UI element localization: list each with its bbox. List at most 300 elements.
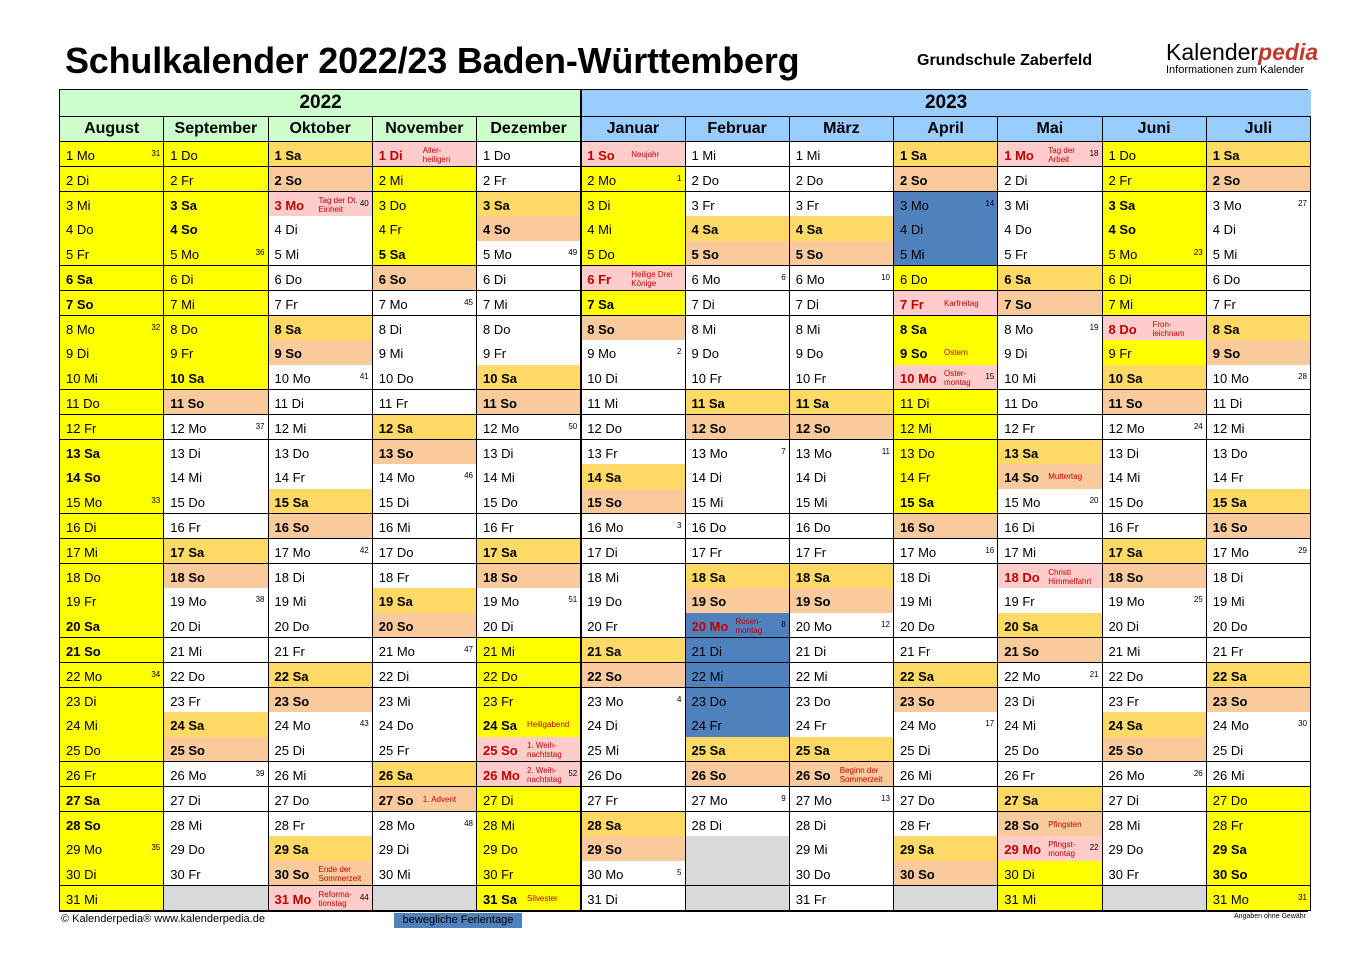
- day-cell: [998, 663, 1102, 688]
- holiday-label: Christi Himmelfahrt: [1048, 567, 1092, 586]
- day-label: 19 Sa: [378, 594, 413, 610]
- day-cell: [164, 638, 268, 663]
- day-cell: [373, 638, 477, 663]
- week-number: 47: [464, 645, 473, 654]
- day-cell: [581, 464, 685, 489]
- day-cell: [60, 291, 164, 316]
- school-name: Grundschule Zaberfeld: [917, 52, 1093, 69]
- week-number: 22: [1089, 843, 1099, 853]
- day-cell: [686, 514, 790, 539]
- day-label: 31 Fr: [795, 892, 827, 907]
- day-cell: [373, 861, 477, 886]
- week-number: 23: [1193, 248, 1203, 258]
- year-header-2022: 2022: [60, 90, 581, 117]
- day-label: 8 So: [587, 321, 615, 337]
- day-cell: [269, 588, 373, 613]
- day-label: 15 Mi: [795, 495, 828, 511]
- day-label: 15 Sa: [900, 495, 934, 511]
- day-label: 25 Di: [274, 743, 305, 759]
- day-label: 12 So: [795, 420, 831, 436]
- day-label: 26 So: [691, 768, 727, 783]
- day-cell: [686, 564, 790, 589]
- day-label: 12 Mi: [274, 420, 307, 436]
- day-cell: [60, 787, 164, 812]
- day-cell: [894, 241, 998, 266]
- day-label: 9 So: [900, 346, 928, 362]
- day-cell: [164, 390, 268, 415]
- day-cell: [477, 613, 581, 638]
- day-cell: [1103, 316, 1207, 341]
- day-cell: [998, 241, 1102, 266]
- day-label: 7 Fr: [900, 296, 924, 312]
- day-label: 23 So: [274, 693, 310, 709]
- day-label: 4 Do: [1004, 222, 1032, 238]
- day-cell: [373, 762, 477, 787]
- day-label: 24 Mo: [900, 718, 937, 734]
- day-label: 26 Fr: [1004, 768, 1035, 783]
- day-label: 16 Fr: [483, 520, 514, 535]
- week-number: 26: [1193, 769, 1203, 778]
- day-label: 4 Sa: [691, 222, 719, 238]
- day-cell: [164, 539, 268, 564]
- copyright-text: © Kalenderpedia® www.kalenderpedia.de: [61, 913, 265, 925]
- logo-wordmark: [1166, 40, 1318, 64]
- day-label: 1 Di: [378, 148, 403, 163]
- week-number: 19: [1089, 322, 1099, 332]
- day-label: 22 Do: [170, 668, 205, 684]
- day-label: 25 Di: [900, 743, 931, 759]
- day-label: 21 Mi: [1108, 644, 1141, 659]
- day-cell: [1103, 712, 1207, 737]
- day-label: 3 Mi: [1004, 197, 1029, 213]
- day-label: 11 Di: [900, 396, 930, 411]
- day-cell: [790, 440, 894, 465]
- empty-day-cell: [1103, 886, 1207, 911]
- day-cell: [60, 688, 164, 713]
- day-cell: [790, 688, 894, 713]
- day-label: 28 So: [1004, 817, 1039, 833]
- day-cell: [1207, 142, 1311, 167]
- day-label: 30 Mi: [378, 867, 411, 883]
- day-label: 16 Do: [795, 520, 831, 535]
- day-label: 20 Mo: [691, 619, 729, 635]
- day-label: 10 Fr: [691, 371, 722, 387]
- day-label: 30 Di: [66, 867, 97, 883]
- day-label: 29 So: [587, 842, 622, 858]
- day-label: 4 Di: [900, 222, 924, 238]
- month-header-mai: Mai: [998, 117, 1102, 142]
- day-cell: [164, 340, 268, 365]
- day-label: 21 Mi: [483, 644, 515, 659]
- day-label: 26 So: [795, 768, 831, 783]
- day-label: 4 Di: [1212, 222, 1236, 238]
- day-cell: [581, 266, 685, 291]
- week-number: 31: [151, 149, 161, 158]
- day-cell: [269, 340, 373, 365]
- day-label: 28 Di: [691, 817, 722, 833]
- day-cell: [686, 142, 790, 167]
- day-cell: [790, 514, 894, 539]
- holiday-label: Heiligabend: [527, 720, 570, 730]
- day-cell: [686, 638, 790, 663]
- day-label: 28 Mi: [483, 817, 515, 833]
- day-cell: [60, 192, 164, 217]
- day-cell: [1207, 539, 1311, 564]
- day-cell: [581, 514, 685, 539]
- day-label: 7 Sa: [587, 296, 614, 312]
- day-cell: [1207, 836, 1311, 861]
- month-header-märz: März: [790, 117, 894, 142]
- day-cell: [164, 142, 268, 167]
- day-cell: [164, 167, 268, 192]
- day-cell: [1103, 241, 1207, 266]
- day-label: 21 Di: [795, 644, 827, 659]
- day-label: 24 Mi: [1004, 718, 1037, 734]
- week-number: 18: [1089, 149, 1099, 158]
- day-label: 23 Fr: [1108, 693, 1139, 709]
- day-cell: [60, 737, 164, 762]
- day-label: 25 Do: [66, 743, 101, 759]
- day-cell: [60, 663, 164, 688]
- day-cell: [1207, 192, 1311, 217]
- day-label: 3 Fr: [795, 197, 819, 213]
- day-cell: [477, 266, 581, 291]
- day-cell: [269, 886, 373, 911]
- day-label: 9 Di: [66, 346, 90, 362]
- day-cell: [269, 737, 373, 762]
- day-cell: [894, 464, 998, 489]
- day-label: 14 Fr: [274, 470, 305, 486]
- day-label: 28 Fr: [900, 817, 931, 833]
- day-cell: [60, 365, 164, 390]
- day-label: 27 Mo: [795, 792, 832, 808]
- holiday-label: 2. Weih- nachtstag: [527, 766, 562, 784]
- month-header-juni: Juni: [1103, 117, 1207, 142]
- day-cell: [269, 440, 373, 465]
- day-label: 23 Di: [66, 693, 97, 709]
- day-cell: [1207, 167, 1311, 192]
- day-cell: [1103, 514, 1207, 539]
- day-label: 12 Sa: [378, 420, 413, 436]
- day-label: 29 Mi: [795, 842, 828, 858]
- month-header-november: November: [373, 117, 477, 142]
- day-cell: [894, 613, 998, 638]
- day-cell: [60, 241, 164, 266]
- day-cell: [790, 787, 894, 812]
- day-label: 27 Do: [274, 792, 310, 808]
- day-label: 6 Fr: [587, 272, 612, 287]
- day-cell: [998, 712, 1102, 737]
- day-label: 21 Mo: [378, 644, 415, 659]
- day-label: 16 Di: [1004, 520, 1035, 535]
- day-cell: [1103, 167, 1207, 192]
- day-cell: [998, 142, 1102, 167]
- day-cell: [998, 588, 1102, 613]
- day-cell: [894, 861, 998, 886]
- day-cell: [790, 812, 894, 837]
- day-label: 8 Sa: [900, 321, 927, 337]
- day-label: 15 Mo: [1004, 495, 1041, 511]
- day-cell: [269, 514, 373, 539]
- day-label: 9 Fr: [170, 346, 194, 362]
- day-label: 2 So: [900, 172, 928, 188]
- day-label: 17 Fr: [795, 544, 827, 560]
- day-cell: [60, 836, 164, 861]
- day-cell: [477, 638, 581, 663]
- day-label: 30 So: [1212, 867, 1248, 883]
- day-label: 20 Di: [170, 619, 201, 635]
- day-cell: [373, 613, 477, 638]
- day-label: 27 Fr: [587, 792, 618, 808]
- day-label: 25 Di: [1212, 743, 1244, 759]
- day-cell: [790, 464, 894, 489]
- day-cell: [164, 787, 268, 812]
- day-cell: [686, 812, 790, 837]
- day-label: 5 So: [795, 247, 824, 263]
- day-cell: [790, 316, 894, 341]
- day-cell: [790, 266, 894, 291]
- day-cell: [164, 588, 268, 613]
- day-label: 18 So: [170, 569, 205, 585]
- day-label: 25 Sa: [691, 743, 726, 759]
- week-number: 51: [568, 595, 578, 605]
- day-cell: [1207, 886, 1311, 911]
- day-cell: [60, 638, 164, 663]
- day-label: 14 Di: [691, 470, 722, 486]
- empty-day-cell: [686, 886, 790, 911]
- day-cell: [477, 861, 581, 886]
- day-cell: [1207, 440, 1311, 465]
- week-number: 45: [464, 297, 473, 307]
- week-number: 21: [1089, 669, 1099, 679]
- day-cell: [269, 688, 373, 713]
- day-label: 10 Fr: [795, 371, 827, 387]
- day-cell: [1103, 266, 1207, 291]
- day-label: 6 Do: [900, 272, 928, 287]
- day-cell: [998, 489, 1102, 514]
- week-number: 6: [781, 273, 786, 282]
- day-label: 2 Fr: [170, 172, 194, 188]
- day-label: 23 So: [1212, 693, 1248, 709]
- day-cell: [894, 762, 998, 787]
- day-label: 21 Di: [691, 644, 722, 659]
- empty-day-cell: [686, 836, 790, 861]
- day-label: 10 Sa: [1108, 371, 1143, 387]
- logo-subtitle: Informationen zum Kalender: [1166, 64, 1305, 76]
- day-label: 20 Do: [274, 619, 310, 635]
- year-divider: [580, 90, 582, 911]
- day-label: 11 So: [483, 396, 517, 411]
- day-cell: [477, 142, 581, 167]
- day-label: 11 Do: [1004, 396, 1038, 411]
- day-label: 11 Di: [1212, 396, 1243, 411]
- day-cell: [581, 142, 685, 167]
- day-cell: [998, 216, 1102, 241]
- day-cell: [790, 216, 894, 241]
- day-label: 18 Di: [1212, 569, 1244, 585]
- day-cell: [477, 886, 581, 911]
- week-number: 35: [151, 843, 161, 853]
- day-label: 25 Fr: [378, 743, 410, 759]
- day-label: 5 Fr: [1004, 247, 1028, 263]
- day-cell: [686, 266, 790, 291]
- holiday-label: Neujahr: [631, 150, 660, 159]
- day-label: 9 Do: [691, 346, 719, 362]
- day-cell: [581, 340, 685, 365]
- empty-day-cell: [686, 861, 790, 886]
- day-label: 1 Sa: [900, 148, 927, 163]
- day-cell: [998, 514, 1102, 539]
- day-cell: [998, 737, 1102, 762]
- day-cell: [1207, 241, 1311, 266]
- empty-day-cell: [373, 886, 477, 911]
- day-cell: [1103, 564, 1207, 589]
- day-label: 1 So: [587, 148, 615, 163]
- day-cell: [373, 440, 477, 465]
- day-label: 23 So: [900, 693, 935, 709]
- day-cell: [164, 663, 268, 688]
- day-label: 20 So: [378, 619, 414, 635]
- day-label: 14 Fr: [1212, 470, 1244, 486]
- day-cell: [1103, 415, 1207, 440]
- day-cell: [581, 241, 685, 266]
- day-label: 4 So: [483, 222, 511, 238]
- month-header-oktober: Oktober: [269, 117, 373, 142]
- week-number: 15: [985, 372, 995, 382]
- day-label: 2 Di: [66, 172, 90, 188]
- day-label: 15 Mi: [691, 495, 724, 511]
- day-cell: [581, 861, 685, 886]
- day-cell: [477, 812, 581, 837]
- day-cell: [269, 390, 373, 415]
- day-cell: [477, 762, 581, 787]
- day-cell: [60, 489, 164, 514]
- week-number: 16: [985, 545, 995, 555]
- day-cell: [1103, 365, 1207, 390]
- day-cell: [373, 712, 477, 737]
- day-cell: [1207, 762, 1311, 787]
- day-cell: [686, 340, 790, 365]
- month-header-september: September: [164, 117, 268, 142]
- day-label: 18 So: [1108, 569, 1144, 585]
- day-cell: [998, 836, 1102, 861]
- day-cell: [477, 663, 581, 688]
- day-cell: [269, 613, 373, 638]
- day-label: 16 Do: [691, 520, 727, 535]
- day-label: 26 Mo: [483, 768, 520, 783]
- day-cell: [1207, 861, 1311, 886]
- day-label: 30 Mo: [587, 867, 624, 883]
- day-label: 24 Sa: [170, 718, 205, 734]
- day-label: 20 Sa: [66, 619, 100, 635]
- day-label: 8 Mo: [1004, 321, 1034, 337]
- day-label: 29 Di: [378, 842, 410, 858]
- day-label: 4 Mi: [587, 222, 612, 238]
- day-label: 13 Di: [1108, 445, 1139, 461]
- day-cell: [894, 266, 998, 291]
- day-cell: [373, 192, 477, 217]
- day-label: 10 Mi: [66, 371, 98, 387]
- day-label: 9 So: [274, 346, 302, 362]
- day-cell: [790, 192, 894, 217]
- day-cell: [790, 241, 894, 266]
- week-number: 20: [1089, 496, 1099, 506]
- day-cell: [1103, 861, 1207, 886]
- day-cell: [477, 489, 581, 514]
- day-label: 22 Mi: [795, 668, 828, 684]
- day-cell: [1103, 390, 1207, 415]
- day-cell: [373, 688, 477, 713]
- day-label: 3 Sa: [170, 197, 197, 213]
- day-label: 14 Mi: [483, 470, 515, 486]
- day-label: 10 Mo: [900, 371, 937, 387]
- week-number: 4: [677, 694, 682, 704]
- day-label: 22 Mo: [1004, 668, 1041, 684]
- day-cell: [164, 241, 268, 266]
- day-label: 19 Mo: [170, 594, 207, 610]
- day-cell: [581, 390, 685, 415]
- day-label: 5 Do: [587, 247, 615, 263]
- day-cell: [60, 861, 164, 886]
- day-label: 11 Sa: [795, 396, 830, 411]
- day-label: 19 Fr: [66, 594, 97, 610]
- day-label: 26 Sa: [378, 768, 413, 783]
- day-cell: [60, 613, 164, 638]
- day-label: 11 So: [170, 396, 205, 411]
- day-cell: [1207, 663, 1311, 688]
- day-cell: [581, 365, 685, 390]
- day-label: 26 Mo: [1108, 768, 1145, 783]
- day-cell: [998, 762, 1102, 787]
- day-label: 19 Fr: [1004, 594, 1035, 610]
- day-cell: [269, 142, 373, 167]
- day-label: 10 Sa: [170, 371, 205, 387]
- day-cell: [477, 340, 581, 365]
- day-cell: [894, 836, 998, 861]
- day-cell: [1103, 663, 1207, 688]
- day-cell: [998, 787, 1102, 812]
- day-cell: [164, 836, 268, 861]
- day-cell: [686, 762, 790, 787]
- week-number: 34: [151, 669, 161, 679]
- day-label: 10 Sa: [483, 371, 517, 387]
- day-label: 12 Mi: [1212, 420, 1245, 436]
- day-cell: [894, 712, 998, 737]
- day-label: 7 So: [66, 296, 94, 312]
- day-cell: [790, 415, 894, 440]
- day-label: 25 So: [1108, 743, 1144, 759]
- day-label: 5 Mi: [274, 247, 300, 263]
- week-number: 10: [881, 273, 890, 282]
- day-label: 14 Sa: [587, 470, 622, 486]
- kalenderpedia-logo[interactable]: [1166, 40, 1318, 76]
- day-cell: [790, 861, 894, 886]
- day-label: 6 Mo: [795, 272, 825, 287]
- day-cell: [164, 737, 268, 762]
- day-cell: [164, 266, 268, 291]
- week-number: 37: [255, 421, 265, 431]
- day-cell: [790, 762, 894, 787]
- day-label: 24 Di: [587, 718, 618, 734]
- day-label: 5 Mi: [1212, 247, 1238, 263]
- day-cell: [477, 192, 581, 217]
- day-label: 29 Do: [170, 842, 205, 858]
- day-label: 19 Do: [587, 594, 622, 610]
- day-label: 12 Fr: [1004, 420, 1035, 436]
- holiday-label: Ostern: [944, 348, 969, 358]
- day-cell: [686, 440, 790, 465]
- day-label: 14 Di: [795, 470, 827, 486]
